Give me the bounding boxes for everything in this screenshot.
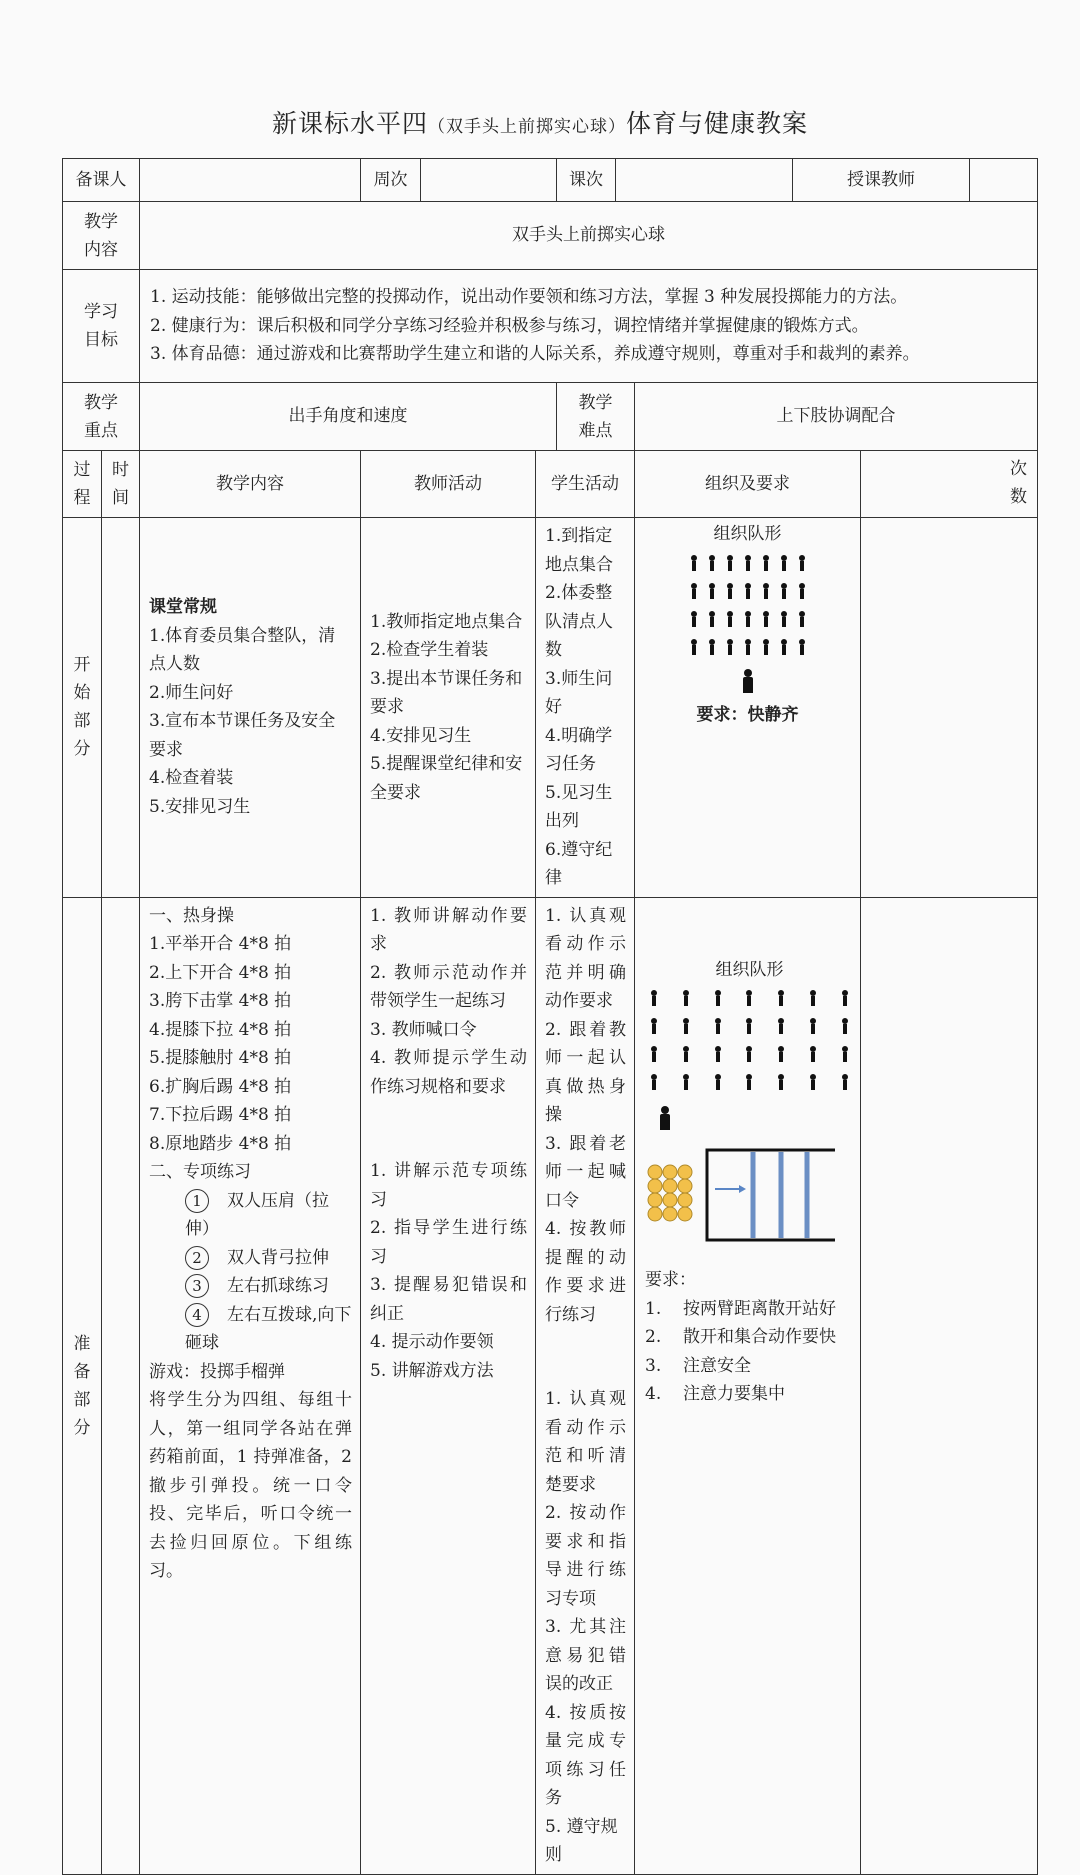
formation-title: 组织队形 xyxy=(713,524,782,544)
student-icon xyxy=(798,611,806,627)
lesson-label: 课次 xyxy=(557,159,616,202)
student-ball-icon xyxy=(678,1193,692,1207)
start-time xyxy=(102,518,140,898)
student-icon xyxy=(726,555,734,571)
student-icon xyxy=(690,611,698,627)
student-icon xyxy=(682,1074,690,1090)
student-icon xyxy=(841,1046,849,1062)
student-formation-grid xyxy=(635,549,860,661)
student-icon xyxy=(780,611,788,627)
student-icon xyxy=(780,555,788,571)
lesson-value[interactable] xyxy=(616,159,793,202)
content-label: 教学 内容 xyxy=(63,202,140,270)
student-icon xyxy=(650,1074,658,1090)
student-icon xyxy=(762,639,770,655)
requirement-item: 注意安全 xyxy=(683,1355,751,1376)
content-row xyxy=(63,202,1038,270)
prep-section-row xyxy=(63,897,1038,1874)
process-header: 过 程 xyxy=(63,451,102,518)
formation-title: 组织队形 xyxy=(715,959,784,980)
student-icon xyxy=(682,990,690,1006)
prep-teacher-activity: 1. 教师讲解动作要求 2. 教师示范动作并带领学生一起练习 3. 教师喊口令 4. 教师提示学生动作练习规格和要求 1. 讲解示范专项练习 2. 指导学生进行练习 3. 提醒易犯错误和纠正 4. 提示动作要领 5. 讲解游戏方法 xyxy=(361,897,536,1874)
difficulty-value: 上下肢协调配合 xyxy=(635,383,1038,451)
student-icon xyxy=(690,555,698,571)
student-icon xyxy=(798,583,806,599)
student-icon xyxy=(780,583,788,599)
count-header: 次 数 xyxy=(861,451,1038,518)
prep-count xyxy=(861,897,1038,1874)
prep-content: 一、热身操 1.平举开合 4*8 拍 2.上下开合 4*8 拍 3.胯下击掌 4*8 拍 4.提膝下拉 4*8 拍 5.提膝触肘 4*8 拍 6.扩胸后踢 4*8 拍 7.下拉后踢 4*8 拍 8.原地踏步 4*8 拍 二、专项练习 1 双人压肩（拉伸） 2 双人背弓拉伸 3 左右抓球练习 4 左右互拨球,向下砸球 游戏：投掷手榴弹 将学生分为四组、每组十人，第一组同学各站在弹药箱前面，1 持弹准备，2 撤步引弹投。统一口令投、完毕后，听口令统一去捡归回原位。下组练习。 xyxy=(140,897,361,1874)
week-label: 周次 xyxy=(361,159,421,202)
student-icon xyxy=(798,555,806,571)
requirement-title: 要求： xyxy=(645,1270,696,1290)
student-icon xyxy=(744,639,752,655)
student-icon xyxy=(714,990,722,1006)
prep-organization: 组织队形 要求： 1. 按两臂距离散开站好 2. 散开和集合动作要快 3. 注意安全 4. 注意力要集中 xyxy=(635,897,861,1874)
start-organization xyxy=(635,518,861,898)
lesson-plan-table xyxy=(62,158,1038,1875)
student-icon xyxy=(708,583,716,599)
student-icon xyxy=(809,990,817,1006)
requirement-item: 散开和集合动作要快 xyxy=(683,1327,836,1347)
preparer-label: 备课人 xyxy=(63,159,140,202)
teacher-icon xyxy=(742,669,754,693)
student-ball-icon xyxy=(648,1207,662,1221)
goals-row xyxy=(63,270,1038,383)
student-icon xyxy=(809,1074,817,1090)
start-count xyxy=(861,518,1038,898)
student-icon xyxy=(744,611,752,627)
student-icon xyxy=(708,555,716,571)
student-icon xyxy=(714,1046,722,1062)
student-icon xyxy=(708,611,716,627)
student-icon xyxy=(714,1074,722,1090)
organization-header: 组织及要求 xyxy=(635,451,861,518)
student-ball-icon xyxy=(648,1179,662,1193)
prep-time xyxy=(102,897,140,1874)
week-value[interactable] xyxy=(421,159,557,202)
student-icon xyxy=(809,1018,817,1034)
student-ball-icon xyxy=(678,1165,692,1179)
prep-phase-label: 准 备 部 分 xyxy=(63,897,102,1874)
teacher-value[interactable] xyxy=(970,159,1038,202)
formation-requirement: 要求：快静齐 xyxy=(696,704,799,725)
goal-item: 3. 体育品德：通过游戏和比赛帮助学生建立和谐的人际关系，养成遵守规则，尊重对手和裁判的素养。 xyxy=(150,344,920,365)
student-icon xyxy=(690,639,698,655)
teacher-label: 授课教师 xyxy=(793,159,970,202)
start-section-row xyxy=(63,518,1038,898)
start-content: 课堂常规 1.体育委员集合整队，清点人数 2.师生问好 3.宣布本节课任务及安全要求 4.检查着装 5.安排见习生 xyxy=(140,518,361,898)
student-icon xyxy=(682,1018,690,1034)
student-icon xyxy=(841,1018,849,1034)
student-icon xyxy=(777,1046,785,1062)
goal-item: 1. 运动技能：能够做出完整的投掷动作，说出动作要领和练习方法，掌握 3 种发展投掷能力的方法。 xyxy=(150,287,908,308)
student-icon xyxy=(682,1046,690,1062)
student-icon xyxy=(762,555,770,571)
student-icon xyxy=(650,990,658,1006)
preparer-value[interactable] xyxy=(140,159,361,202)
student-icon xyxy=(744,583,752,599)
student-ball-icon xyxy=(648,1193,662,1207)
key-value: 出手角度和速度 xyxy=(140,383,557,451)
student-ball-icon xyxy=(663,1179,677,1193)
prep-student-activity: 1. 认真观看动作示范并明确动作要求 2. 跟着教师一起认真做热身操 3. 跟着老师一起喊口令 4. 按教师提醒的动作要求进行练习 1. 认真观看动作示范和听清楚要求 2. 按动作要求和指导进行练习专项 3. 尤其注意易犯错误的改正 4. 按质按量完成专项练习任务 5. 遵守规则 xyxy=(536,897,635,1874)
goals-label: 学习 目标 xyxy=(63,270,140,383)
student-icon xyxy=(708,639,716,655)
student-icon xyxy=(798,639,806,655)
time-header: 时 间 xyxy=(102,451,140,518)
column-header-row xyxy=(63,451,1038,518)
start-teacher-activity: 1.教师指定地点集合 2.检查学生着装 3.提出本节课任务和要求 4.安排见习生 5.提醒课堂纪律和安全要求 xyxy=(361,518,536,898)
student-icon xyxy=(745,1046,753,1062)
teacher-activity-header: 教师活动 xyxy=(361,451,536,518)
start-phase-label: 开 始 部 分 xyxy=(63,518,102,898)
student-icon xyxy=(777,990,785,1006)
student-icon xyxy=(744,555,752,571)
student-icon xyxy=(809,1046,817,1062)
student-icon xyxy=(745,990,753,1006)
student-icon xyxy=(841,990,849,1006)
student-icon xyxy=(690,583,698,599)
student-icon xyxy=(726,611,734,627)
key-row xyxy=(63,383,1038,451)
student-ball-icon xyxy=(663,1207,677,1221)
header-row xyxy=(63,159,1038,202)
arrow-head xyxy=(739,1185,746,1193)
student-ball-icon xyxy=(663,1165,677,1179)
throwing-field-diagram xyxy=(645,1140,854,1248)
student-formation-grid xyxy=(645,984,854,1096)
difficulty-label: 教学 难点 xyxy=(557,383,635,451)
student-icon xyxy=(762,611,770,627)
student-ball-icon xyxy=(678,1207,692,1221)
student-icon xyxy=(745,1018,753,1034)
student-icon xyxy=(762,583,770,599)
student-ball-icon xyxy=(648,1165,662,1179)
content-value: 双手头上前掷实心球 xyxy=(140,202,1038,270)
requirement-item: 注意力要集中 xyxy=(683,1384,785,1404)
page-title: 新课标水平四（双手头上前掷实心球）体育与健康教案 xyxy=(271,109,809,138)
student-ball-icon xyxy=(678,1179,692,1193)
student-icon xyxy=(745,1074,753,1090)
student-icon xyxy=(726,639,734,655)
field-boundary xyxy=(707,1150,835,1240)
student-icon xyxy=(780,639,788,655)
student-activity-header: 学生活动 xyxy=(536,451,635,518)
student-icon xyxy=(650,1046,658,1062)
student-icon xyxy=(777,1074,785,1090)
content-header: 教学内容 xyxy=(140,451,361,518)
student-icon xyxy=(841,1074,849,1090)
key-label: 教学 重点 xyxy=(63,383,140,451)
goals-list xyxy=(140,270,1038,383)
requirement-item: 按两臂距离散开站好 xyxy=(683,1298,836,1319)
teacher-icon xyxy=(659,1106,671,1130)
start-student-activity: 1.到指定地点集合 2.体委整队清点人数 3.师生问好 4.明确学习任务 5.见习生出列 6.遵守纪律 xyxy=(536,518,635,898)
student-icon xyxy=(714,1018,722,1034)
student-ball-icon xyxy=(663,1193,677,1207)
student-icon xyxy=(726,583,734,599)
student-icon xyxy=(650,1018,658,1034)
goal-item: 2. 健康行为：课后积极和同学分享练习经验并积极参与练习，调控情绪并掌握健康的锻炼方式。 xyxy=(150,315,869,336)
student-icon xyxy=(777,1018,785,1034)
